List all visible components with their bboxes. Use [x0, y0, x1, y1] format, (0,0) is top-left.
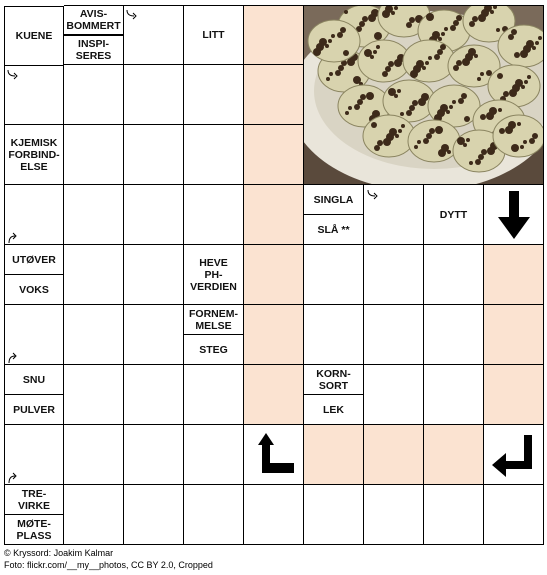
- clue-kuene: KUENE: [4, 6, 64, 66]
- corner-arrow-icon: [6, 231, 20, 245]
- clue-voks: VOKS: [4, 275, 64, 305]
- clue-fornemmelse: FORNEM- MELSE: [184, 305, 244, 335]
- answer-cell[interactable]: [64, 305, 124, 365]
- quail-eggs-photo: [304, 5, 544, 185]
- crossword-credit: © Kryssord: Joakim Kalmar: [4, 548, 114, 558]
- answer-cell[interactable]: [244, 485, 304, 545]
- corner-arrow-icon: [6, 471, 20, 485]
- clue-avisbommert: AVIS- BOMMERT: [64, 5, 124, 35]
- answer-cell[interactable]: [424, 485, 484, 545]
- down-arrow-icon: [484, 185, 544, 245]
- answer-cell[interactable]: [364, 425, 424, 485]
- answer-cell[interactable]: [124, 65, 184, 125]
- answer-cell[interactable]: [64, 365, 124, 425]
- answer-cell[interactable]: [184, 185, 244, 245]
- answer-cell[interactable]: [184, 425, 244, 485]
- answer-cell[interactable]: [184, 125, 244, 185]
- answer-cell[interactable]: [64, 65, 124, 125]
- clue-kjemisk-forbindelse: KJEMISK FORBIND- ELSE: [4, 125, 64, 185]
- corner-arrow-icon: [6, 351, 20, 365]
- corner-arrow-icon: [125, 7, 139, 21]
- answer-cell[interactable]: [184, 485, 244, 545]
- answer-cell[interactable]: [424, 425, 484, 485]
- answer-cell[interactable]: [244, 5, 304, 65]
- answer-cell[interactable]: [124, 305, 184, 365]
- clue-pulver: PULVER: [4, 395, 64, 425]
- answer-cell[interactable]: [124, 245, 184, 305]
- answer-cell[interactable]: [244, 245, 304, 305]
- answer-cell[interactable]: [64, 425, 124, 485]
- clue-steg: STEG: [184, 335, 244, 365]
- answer-cell[interactable]: [64, 125, 124, 185]
- answer-cell[interactable]: [484, 305, 544, 365]
- clue-kornsort: KORN- SORT: [304, 365, 364, 395]
- photo-credit: Foto: flickr.com/__my__photos, CC BY 2.0, Cropped: [4, 560, 213, 570]
- answer-cell[interactable]: [64, 245, 124, 305]
- answer-cell[interactable]: [64, 185, 124, 245]
- answer-cell[interactable]: [424, 245, 484, 305]
- corner-arrow-icon: [366, 187, 380, 201]
- down-left-bend-arrow-icon: [484, 425, 544, 485]
- answer-cell[interactable]: [64, 485, 124, 545]
- answer-cell[interactable]: [484, 485, 544, 545]
- clue-snu: SNU: [4, 365, 64, 395]
- answer-cell[interactable]: [424, 305, 484, 365]
- answer-cell[interactable]: [184, 65, 244, 125]
- clue-litt: LITT: [184, 5, 244, 65]
- answer-cell[interactable]: [124, 125, 184, 185]
- answer-cell[interactable]: [484, 245, 544, 305]
- answer-cell[interactable]: [364, 485, 424, 545]
- clue-singla: SINGLA: [304, 185, 364, 215]
- answer-cell[interactable]: [364, 245, 424, 305]
- clue-heve-ph-verdien: HEVE PH- VERDIEN: [184, 245, 244, 305]
- answer-cell[interactable]: [244, 185, 304, 245]
- clue-lek: LEK: [304, 395, 364, 425]
- answer-cell[interactable]: [424, 365, 484, 425]
- answer-cell[interactable]: [124, 365, 184, 425]
- clue-inspiseres: INSPI- SERES: [64, 35, 124, 65]
- answer-cell[interactable]: [304, 425, 364, 485]
- answer-cell[interactable]: [484, 365, 544, 425]
- corner-arrow-icon: [6, 67, 20, 81]
- crossword-grid: [4, 5, 544, 545]
- answer-cell[interactable]: [244, 125, 304, 185]
- answer-cell[interactable]: [244, 365, 304, 425]
- answer-cell[interactable]: [124, 485, 184, 545]
- clue-moteplass: MØTE- PLASS: [4, 515, 64, 545]
- clue-trevirke: TRE- VIRKE: [4, 485, 64, 515]
- answer-cell[interactable]: [304, 485, 364, 545]
- clue-dytt: DYTT: [424, 185, 484, 245]
- answer-cell[interactable]: [124, 425, 184, 485]
- answer-cell[interactable]: [244, 65, 304, 125]
- answer-cell[interactable]: [364, 365, 424, 425]
- up-right-bend-arrow-icon: [244, 425, 304, 485]
- answer-cell[interactable]: [364, 305, 424, 365]
- answer-cell[interactable]: [244, 305, 304, 365]
- answer-cell[interactable]: [184, 365, 244, 425]
- answer-cell[interactable]: [304, 305, 364, 365]
- answer-cell[interactable]: [304, 245, 364, 305]
- clue-utover: UTØVER: [4, 245, 64, 275]
- answer-cell[interactable]: [124, 185, 184, 245]
- clue-sla: SLÅ **: [304, 215, 364, 245]
